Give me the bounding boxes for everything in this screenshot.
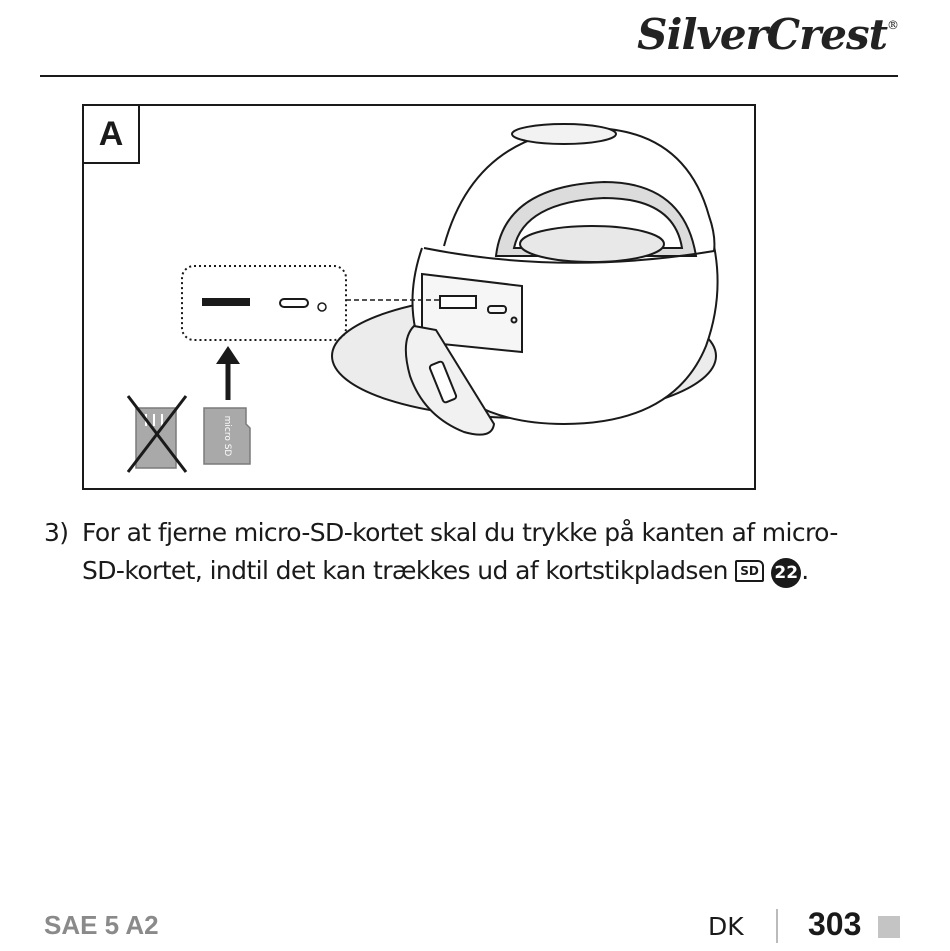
brand-name: SilverCrest <box>637 10 887 59</box>
page-number: 303 <box>808 906 862 942</box>
footer-marker <box>878 916 900 938</box>
step-body: For at fjerne micro-SD-kortet skal du trykke på kanten af micro-SD-kortet, indtil det kan trækkes ud af kortstikpladsen <box>82 518 838 585</box>
svg-text:micro SD: micro SD <box>222 415 232 457</box>
figure-a <box>82 104 756 490</box>
footer-language: DK <box>708 912 744 941</box>
reference-number-badge: 22 <box>771 558 801 588</box>
footer-separator <box>776 909 778 943</box>
header-rule <box>40 75 898 77</box>
step-number: 3) <box>44 518 69 547</box>
speaker-sd-illustration <box>84 106 758 492</box>
insert-arrow <box>216 346 240 400</box>
figure-label: A <box>84 106 140 164</box>
brand-logo <box>637 10 898 59</box>
sd-slot-icon: SD <box>735 560 764 582</box>
registered-mark: ® <box>887 18 898 32</box>
micro-sd-card-correct <box>204 408 250 464</box>
speaker-device <box>332 124 718 435</box>
step-text <box>82 514 842 590</box>
footer-model: SAE 5 A2 <box>44 910 159 940</box>
micro-sd-card-wrong <box>128 396 186 472</box>
port-callout <box>182 266 346 340</box>
step-end: . <box>801 556 809 585</box>
